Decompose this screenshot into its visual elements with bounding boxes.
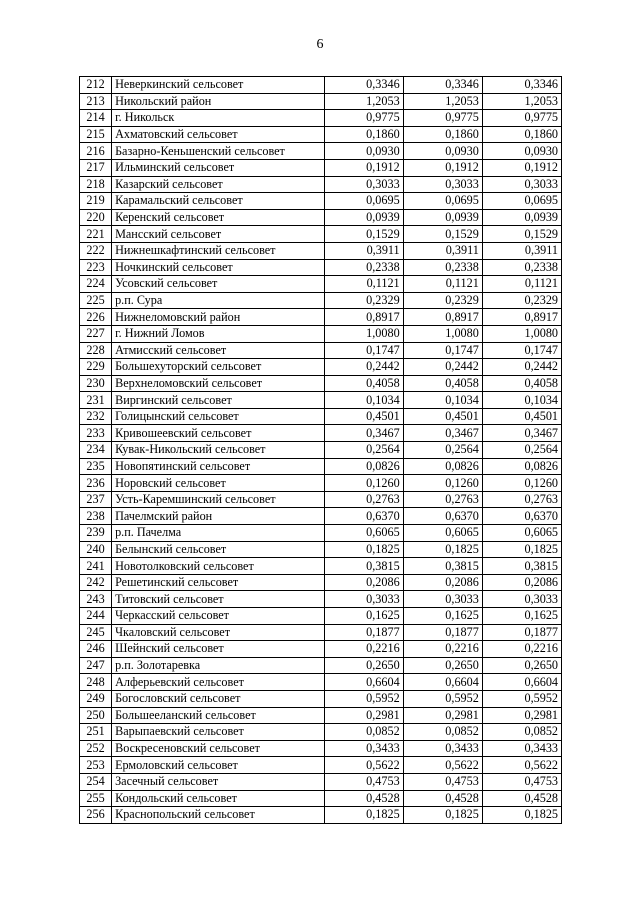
row-value-1: 0,3033 [324, 176, 403, 193]
row-number: 247 [80, 657, 112, 674]
row-number: 246 [80, 641, 112, 658]
row-value-1: 0,2763 [324, 491, 403, 508]
row-name: Верхнеломовский сельсовет [112, 375, 324, 392]
table-row [80, 458, 562, 475]
row-value-2: 0,1260 [403, 475, 482, 492]
row-name: Голицынский сельсовет [112, 408, 324, 425]
row-value-2: 0,2981 [403, 707, 482, 724]
row-value-1: 0,0695 [324, 193, 403, 210]
table-row [80, 110, 562, 127]
row-name: Новотолковский сельсовет [112, 558, 324, 575]
row-name: Кувак-Никольский сельсовет [112, 442, 324, 459]
row-value-3: 0,0939 [482, 209, 561, 226]
row-value-3: 0,9775 [482, 110, 561, 127]
row-value-2: 0,2329 [403, 292, 482, 309]
row-value-1: 0,1747 [324, 342, 403, 359]
table-row [80, 690, 562, 707]
row-value-2: 0,2763 [403, 491, 482, 508]
table-row [80, 425, 562, 442]
row-name: Усть-Каремшинский сельсовет [112, 491, 324, 508]
row-name: Ильминский сельсовет [112, 159, 324, 176]
data-table [79, 76, 562, 824]
table-row [80, 309, 562, 326]
row-name: Богословский сельсовет [112, 690, 324, 707]
row-value-2: 0,1912 [403, 159, 482, 176]
row-value-2: 0,3033 [403, 176, 482, 193]
row-number: 245 [80, 624, 112, 641]
row-value-1: 0,8917 [324, 309, 403, 326]
row-value-3: 0,4753 [482, 773, 561, 790]
row-value-2: 0,1877 [403, 624, 482, 641]
row-value-3: 0,3033 [482, 591, 561, 608]
row-number: 231 [80, 392, 112, 409]
row-value-3: 0,6604 [482, 674, 561, 691]
row-value-1: 0,1860 [324, 126, 403, 143]
row-name: Никольский район [112, 93, 324, 110]
row-number: 222 [80, 242, 112, 259]
row-number: 230 [80, 375, 112, 392]
row-number: 242 [80, 574, 112, 591]
row-value-3: 0,6370 [482, 508, 561, 525]
row-value-2: 1,2053 [403, 93, 482, 110]
row-value-2: 0,8917 [403, 309, 482, 326]
table-row [80, 392, 562, 409]
row-value-1: 0,1529 [324, 226, 403, 243]
row-value-3: 0,4501 [482, 408, 561, 425]
row-value-3: 0,2763 [482, 491, 561, 508]
row-value-3: 0,3815 [482, 558, 561, 575]
row-name: Алферьевский сельсовет [112, 674, 324, 691]
row-name: Норовский сельсовет [112, 475, 324, 492]
row-value-2: 0,1860 [403, 126, 482, 143]
row-value-1: 0,2086 [324, 574, 403, 591]
row-value-1: 0,2981 [324, 707, 403, 724]
table-row [80, 541, 562, 558]
table-row [80, 508, 562, 525]
row-value-3: 0,0930 [482, 143, 561, 160]
row-number: 221 [80, 226, 112, 243]
row-value-2: 0,3815 [403, 558, 482, 575]
row-value-2: 0,2338 [403, 259, 482, 276]
row-value-1: 0,4058 [324, 375, 403, 392]
row-value-3: 0,2338 [482, 259, 561, 276]
row-value-1: 0,1625 [324, 608, 403, 625]
row-number: 254 [80, 773, 112, 790]
row-name: р.п. Пачелма [112, 525, 324, 542]
table-row [80, 624, 562, 641]
row-number: 255 [80, 790, 112, 807]
row-name: Неверкинский сельсовет [112, 77, 324, 94]
row-value-3: 0,2216 [482, 641, 561, 658]
row-name: Ахматовский сельсовет [112, 126, 324, 143]
row-value-2: 0,1121 [403, 276, 482, 293]
row-value-1: 0,2442 [324, 359, 403, 376]
row-value-3: 0,1529 [482, 226, 561, 243]
table-row [80, 226, 562, 243]
row-value-1: 0,2564 [324, 442, 403, 459]
row-value-3: 1,0080 [482, 325, 561, 342]
row-value-3: 0,2650 [482, 657, 561, 674]
row-value-2: 0,0939 [403, 209, 482, 226]
row-value-2: 0,1034 [403, 392, 482, 409]
row-number: 240 [80, 541, 112, 558]
row-value-2: 0,2216 [403, 641, 482, 658]
row-value-1: 0,2216 [324, 641, 403, 658]
table-row [80, 143, 562, 160]
row-value-3: 0,1121 [482, 276, 561, 293]
row-value-2: 0,4753 [403, 773, 482, 790]
row-number: 241 [80, 558, 112, 575]
row-value-3: 0,1747 [482, 342, 561, 359]
row-number: 249 [80, 690, 112, 707]
row-value-1: 0,1825 [324, 541, 403, 558]
row-value-3: 0,1825 [482, 541, 561, 558]
table-row [80, 325, 562, 342]
row-value-3: 0,1034 [482, 392, 561, 409]
row-number: 239 [80, 525, 112, 542]
row-value-1: 0,1260 [324, 475, 403, 492]
row-value-1: 1,0080 [324, 325, 403, 342]
row-value-3: 0,3911 [482, 242, 561, 259]
row-number: 217 [80, 159, 112, 176]
row-number: 250 [80, 707, 112, 724]
table-row [80, 674, 562, 691]
table-row [80, 608, 562, 625]
row-value-1: 0,4501 [324, 408, 403, 425]
row-name: Воскресеновский сельсовет [112, 740, 324, 757]
row-value-2: 0,4528 [403, 790, 482, 807]
table-row [80, 193, 562, 210]
page-number: 6 [316, 37, 324, 52]
table-row [80, 591, 562, 608]
row-value-2: 0,9775 [403, 110, 482, 127]
table-row [80, 375, 562, 392]
row-name: Краснопольский сельсовет [112, 807, 324, 824]
row-name: Большехуторский сельсовет [112, 359, 324, 376]
row-name: г. Никольск [112, 110, 324, 127]
row-name: Новопятинский сельсовет [112, 458, 324, 475]
row-value-1: 0,5952 [324, 690, 403, 707]
row-value-1: 0,1912 [324, 159, 403, 176]
row-value-3: 0,2981 [482, 707, 561, 724]
row-value-3: 0,1912 [482, 159, 561, 176]
row-value-3: 0,3346 [482, 77, 561, 94]
row-value-2: 0,0826 [403, 458, 482, 475]
row-name: Казарский сельсовет [112, 176, 324, 193]
row-name: Чкаловский сельсовет [112, 624, 324, 641]
table-row [80, 126, 562, 143]
row-value-3: 0,2329 [482, 292, 561, 309]
row-value-3: 0,1625 [482, 608, 561, 625]
row-name: Ермоловский сельсовет [112, 757, 324, 774]
row-name: р.п. Сура [112, 292, 324, 309]
table-row [80, 292, 562, 309]
row-value-2: 0,2086 [403, 574, 482, 591]
row-value-1: 0,0852 [324, 724, 403, 741]
row-value-3: 0,2442 [482, 359, 561, 376]
row-value-1: 0,6604 [324, 674, 403, 691]
row-name: Большееланский сельсовет [112, 707, 324, 724]
row-value-1: 0,5622 [324, 757, 403, 774]
row-value-2: 0,2442 [403, 359, 482, 376]
row-value-2: 0,5952 [403, 690, 482, 707]
table-row [80, 242, 562, 259]
table-row [80, 159, 562, 176]
row-value-1: 0,3911 [324, 242, 403, 259]
table-row [80, 77, 562, 94]
row-value-2: 0,3033 [403, 591, 482, 608]
row-name: Нижнешкафтинский сельсовет [112, 242, 324, 259]
row-number: 236 [80, 475, 112, 492]
row-name: Усовский сельсовет [112, 276, 324, 293]
row-value-3: 0,2564 [482, 442, 561, 459]
row-value-2: 0,4501 [403, 408, 482, 425]
row-value-1: 0,1034 [324, 392, 403, 409]
row-name: Мансский сельсовет [112, 226, 324, 243]
row-name: г. Нижний Ломов [112, 325, 324, 342]
table-row [80, 724, 562, 741]
row-name: Черкасский сельсовет [112, 608, 324, 625]
row-number: 218 [80, 176, 112, 193]
table-row [80, 757, 562, 774]
row-value-1: 0,3346 [324, 77, 403, 94]
row-name: Титовский сельсовет [112, 591, 324, 608]
row-value-2: 0,3467 [403, 425, 482, 442]
row-name: Атмисский сельсовет [112, 342, 324, 359]
row-name: Кондольский сельсовет [112, 790, 324, 807]
row-value-1: 0,0826 [324, 458, 403, 475]
table-row [80, 707, 562, 724]
row-name: Карамальский сельсовет [112, 193, 324, 210]
row-number: 219 [80, 193, 112, 210]
table-row [80, 558, 562, 575]
row-value-1: 0,0930 [324, 143, 403, 160]
row-number: 224 [80, 276, 112, 293]
row-value-3: 0,8917 [482, 309, 561, 326]
row-name: р.п. Золотаревка [112, 657, 324, 674]
table-row [80, 442, 562, 459]
table-row [80, 807, 562, 824]
table-row [80, 657, 562, 674]
row-number: 233 [80, 425, 112, 442]
row-number: 253 [80, 757, 112, 774]
table-row [80, 93, 562, 110]
row-number: 223 [80, 259, 112, 276]
row-value-2: 0,1529 [403, 226, 482, 243]
row-value-2: 0,3433 [403, 740, 482, 757]
row-number: 215 [80, 126, 112, 143]
row-value-2: 0,1825 [403, 541, 482, 558]
row-number: 251 [80, 724, 112, 741]
row-value-3: 0,0852 [482, 724, 561, 741]
row-name: Ночкинский сельсовет [112, 259, 324, 276]
row-value-1: 0,2338 [324, 259, 403, 276]
row-value-1: 0,6065 [324, 525, 403, 542]
row-value-3: 0,4528 [482, 790, 561, 807]
row-value-2: 0,4058 [403, 375, 482, 392]
row-name: Решетинский сельсовет [112, 574, 324, 591]
row-number: 216 [80, 143, 112, 160]
table-body [80, 77, 562, 824]
table-row [80, 276, 562, 293]
row-value-1: 0,4528 [324, 790, 403, 807]
row-name: Кривошеевский сельсовет [112, 425, 324, 442]
row-value-2: 0,1625 [403, 608, 482, 625]
table-row [80, 342, 562, 359]
row-value-3: 0,3467 [482, 425, 561, 442]
row-number: 237 [80, 491, 112, 508]
row-name: Керенский сельсовет [112, 209, 324, 226]
row-number: 235 [80, 458, 112, 475]
row-value-3: 1,2053 [482, 93, 561, 110]
table-row [80, 525, 562, 542]
row-value-1: 0,6370 [324, 508, 403, 525]
row-value-3: 0,0826 [482, 458, 561, 475]
row-value-1: 0,1121 [324, 276, 403, 293]
row-value-1: 0,2329 [324, 292, 403, 309]
row-number: 220 [80, 209, 112, 226]
row-name: Шейнский сельсовет [112, 641, 324, 658]
table-row [80, 408, 562, 425]
row-number: 243 [80, 591, 112, 608]
row-value-3: 0,6065 [482, 525, 561, 542]
table-row [80, 491, 562, 508]
row-name: Белынский сельсовет [112, 541, 324, 558]
row-value-2: 0,6604 [403, 674, 482, 691]
table-row [80, 176, 562, 193]
row-number: 244 [80, 608, 112, 625]
row-number: 256 [80, 807, 112, 824]
row-number: 248 [80, 674, 112, 691]
row-value-1: 0,1877 [324, 624, 403, 641]
row-value-2: 0,2564 [403, 442, 482, 459]
row-value-3: 0,2086 [482, 574, 561, 591]
row-value-3: 0,1825 [482, 807, 561, 824]
row-value-1: 0,2650 [324, 657, 403, 674]
row-value-1: 0,3815 [324, 558, 403, 575]
table-row [80, 359, 562, 376]
row-value-1: 0,9775 [324, 110, 403, 127]
row-name: Варыпаевский сельсовет [112, 724, 324, 741]
row-number: 214 [80, 110, 112, 127]
row-number: 227 [80, 325, 112, 342]
row-value-2: 0,2650 [403, 657, 482, 674]
row-value-2: 0,0930 [403, 143, 482, 160]
row-name: Пачелмский район [112, 508, 324, 525]
row-value-2: 0,6065 [403, 525, 482, 542]
table-row [80, 790, 562, 807]
row-value-2: 0,6370 [403, 508, 482, 525]
row-value-1: 1,2053 [324, 93, 403, 110]
row-value-2: 0,5622 [403, 757, 482, 774]
row-value-2: 1,0080 [403, 325, 482, 342]
row-value-3: 0,4058 [482, 375, 561, 392]
row-value-3: 0,3033 [482, 176, 561, 193]
row-number: 229 [80, 359, 112, 376]
row-value-3: 0,5622 [482, 757, 561, 774]
row-value-3: 0,0695 [482, 193, 561, 210]
row-value-2: 0,1747 [403, 342, 482, 359]
row-number: 226 [80, 309, 112, 326]
row-number: 225 [80, 292, 112, 309]
row-number: 252 [80, 740, 112, 757]
row-value-1: 0,0939 [324, 209, 403, 226]
table-row [80, 209, 562, 226]
table-row [80, 773, 562, 790]
row-value-3: 0,1860 [482, 126, 561, 143]
row-value-2: 0,0852 [403, 724, 482, 741]
row-value-3: 0,5952 [482, 690, 561, 707]
row-number: 212 [80, 77, 112, 94]
table-row [80, 740, 562, 757]
row-name: Базарно-Кеньшенский сельсовет [112, 143, 324, 160]
row-value-1: 0,4753 [324, 773, 403, 790]
table-row [80, 574, 562, 591]
row-number: 234 [80, 442, 112, 459]
row-value-3: 0,1877 [482, 624, 561, 641]
row-name: Нижнеломовский район [112, 309, 324, 326]
table-row [80, 641, 562, 658]
table-row [80, 475, 562, 492]
table-row [80, 259, 562, 276]
row-number: 228 [80, 342, 112, 359]
row-value-3: 0,1260 [482, 475, 561, 492]
row-value-2: 0,3911 [403, 242, 482, 259]
row-name: Засечный сельсовет [112, 773, 324, 790]
row-number: 238 [80, 508, 112, 525]
row-number: 232 [80, 408, 112, 425]
row-value-1: 0,3433 [324, 740, 403, 757]
row-value-1: 0,1825 [324, 807, 403, 824]
row-value-2: 0,3346 [403, 77, 482, 94]
row-number: 213 [80, 93, 112, 110]
row-value-2: 0,0695 [403, 193, 482, 210]
row-value-1: 0,3467 [324, 425, 403, 442]
row-value-3: 0,3433 [482, 740, 561, 757]
row-value-1: 0,3033 [324, 591, 403, 608]
row-name: Виргинский сельсовет [112, 392, 324, 409]
row-value-2: 0,1825 [403, 807, 482, 824]
